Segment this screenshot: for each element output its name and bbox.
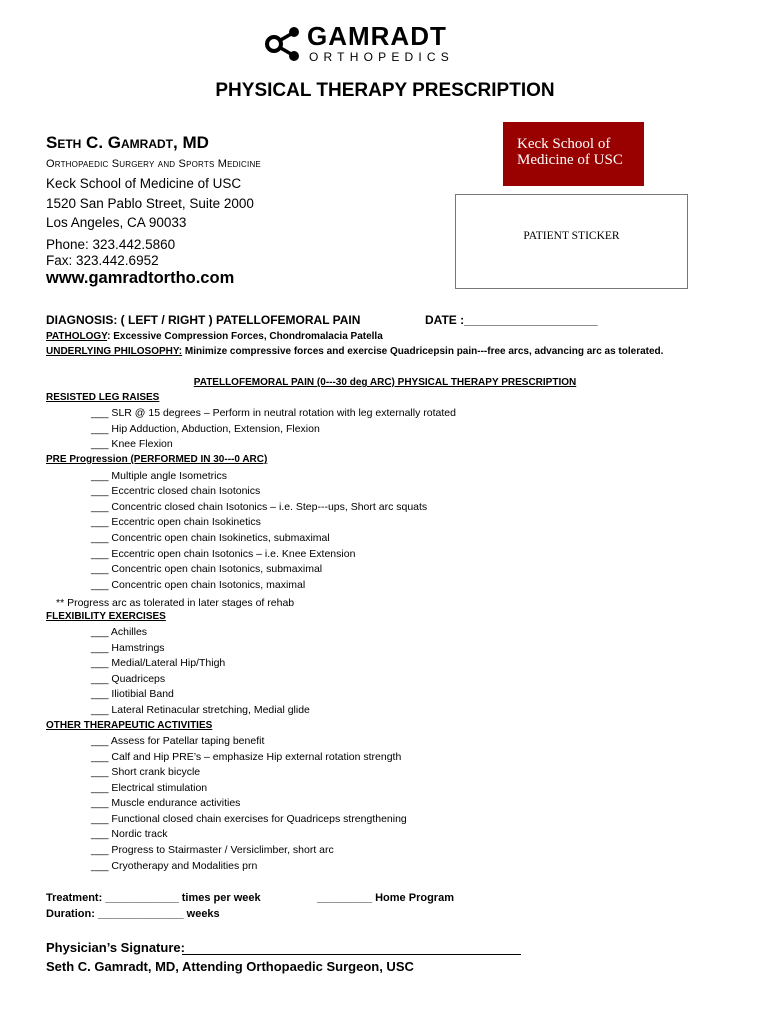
checklist-item[interactable]: ___ Concentric open chain Isotonics, maximal — [91, 579, 306, 591]
address-line: 1520 San Pablo Street, Suite 2000 — [46, 196, 254, 211]
checklist-item[interactable]: ___ Electrical stimulation — [91, 782, 208, 794]
protocol-title: PATELLOFEMORAL PAIN (0---30 deg ARC) PHYSICAL THERAPY PRESCRIPTION — [193, 377, 577, 388]
section-title-resisted: RESISTED LEG RAISES — [46, 392, 160, 403]
checklist-item[interactable]: ___ Iliotibial Band — [91, 688, 174, 700]
philosophy-label: UNDERLYING PHILOSOPHY: — [46, 346, 183, 357]
date-field[interactable]: DATE :____________________ — [425, 313, 598, 327]
doctor-name: Seth C. Gamradt, MD — [46, 133, 209, 152]
checklist-item[interactable]: ___ Assess for Patellar taping benefit — [91, 735, 265, 747]
progress-note: ** Progress arc as tolerated in later stages of rehab — [56, 597, 295, 609]
checklist-item[interactable]: ___ Short crank bicycle — [91, 766, 201, 778]
checklist-item[interactable]: ___ Calf and Hip PRE’s – emphasize Hip external rotation strength — [91, 751, 402, 763]
philosophy-text: Minimize compressive forces and exercise Quadricepsin pain---free arcs, advancing arc as tolerated. — [182, 346, 664, 357]
checklist-item[interactable]: ___ Knee Flexion — [91, 438, 173, 450]
usc-logo-line: Keck School of — [517, 136, 611, 152]
treatment-field[interactable]: Treatment: ____________ times per week — [46, 892, 261, 904]
checklist-item[interactable]: ___ Functional closed chain exercises for Quadriceps strengthening — [91, 813, 407, 825]
signer-name: Seth C. Gamradt, MD, Attending Orthopaedic Surgeon, USC — [46, 959, 414, 974]
page-title: PHYSICAL THERAPY PRESCRIPTION — [215, 80, 555, 101]
checklist-item[interactable]: ___ Lateral Retinacular stretching, Medial glide — [91, 704, 310, 716]
duration-field[interactable]: Duration: ______________ weeks — [46, 908, 220, 920]
checklist-item[interactable]: ___ SLR @ 15 degrees – Perform in neutral rotation with leg externally rotated — [91, 407, 456, 419]
address-line: Los Angeles, CA 90033 — [46, 215, 187, 230]
fax: Fax: 323.442.6952 — [46, 253, 159, 268]
keck-usc-logo — [503, 122, 644, 186]
logo-wordmark: GAMRADT — [307, 21, 447, 51]
signature-line[interactable] — [182, 954, 521, 955]
logo-subtitle: ORTHOPEDICS — [309, 50, 454, 64]
checklist-item[interactable]: ___ Muscle endurance activities — [91, 797, 241, 809]
section-title-pre: PRE Progression (PERFORMED IN 30---0 ARC) — [46, 454, 268, 465]
website-link[interactable]: www.gamradtortho.com — [46, 269, 235, 287]
doctor-department: Orthopaedic Surgery and Sports Medicine — [46, 158, 261, 170]
home-program-field[interactable]: _________ Home Program — [317, 892, 454, 904]
philosophy-line — [46, 346, 663, 357]
checklist-item[interactable]: ___ Concentric open chain Isokinetics, submaximal — [91, 532, 330, 544]
checklist-item[interactable]: ___ Cryotherapy and Modalities prn — [91, 860, 258, 872]
section-title-other: OTHER THERAPEUTIC ACTIVITIES — [46, 720, 213, 731]
phone: Phone: 323.442.5860 — [46, 237, 176, 252]
checklist-item[interactable]: ___ Eccentric open chain Isotonics – i.e. Knee Extension — [91, 548, 356, 560]
checklist-item[interactable]: ___ Concentric closed chain Isotonics – i.e. Step---ups, Short arc squats — [91, 501, 428, 513]
checklist-item[interactable]: ___ Multiple angle Isometrics — [91, 470, 227, 482]
pathology-label: PATHOLOGY — [46, 331, 108, 342]
checklist-item[interactable]: ___ Hip Adduction, Abduction, Extension, Flexion — [91, 423, 320, 435]
checklist-item[interactable]: ___ Quadriceps — [91, 673, 166, 685]
diagnosis: DIAGNOSIS: ( LEFT / RIGHT ) PATELLOFEMORAL PAIN — [46, 313, 361, 327]
address-line: Keck School of Medicine of USC — [46, 176, 242, 191]
pathology-text: : Excessive Compression Forces, Chondromalacia Patella — [107, 331, 383, 342]
pathology-line — [46, 331, 383, 342]
checklist-item[interactable]: ___ Eccentric closed chain Isotonics — [91, 485, 261, 497]
checklist-item[interactable]: ___ Eccentric open chain Isokinetics — [91, 516, 261, 528]
checklist-item[interactable]: ___ Hamstrings — [91, 642, 165, 654]
signature-label: Physician’s Signature: — [46, 940, 185, 955]
checklist-item[interactable]: ___ Progress to Stairmaster / Versiclimber, short arc — [91, 844, 334, 856]
checklist-item[interactable]: ___ Nordic track — [91, 828, 168, 840]
checklist-item[interactable]: ___ Concentric open chain Isotonics, submaximal — [91, 563, 323, 575]
gamradt-logo-icon — [264, 24, 306, 64]
usc-logo-line: Medicine of USC — [517, 152, 623, 168]
checklist-item[interactable]: ___ Achilles — [91, 626, 148, 638]
patient-sticker-label: PATIENT STICKER — [523, 230, 620, 242]
section-title-flexibility: FLEXIBILITY EXERCISES — [46, 611, 166, 622]
checklist-item[interactable]: ___ Medial/Lateral Hip/Thigh — [91, 657, 226, 669]
